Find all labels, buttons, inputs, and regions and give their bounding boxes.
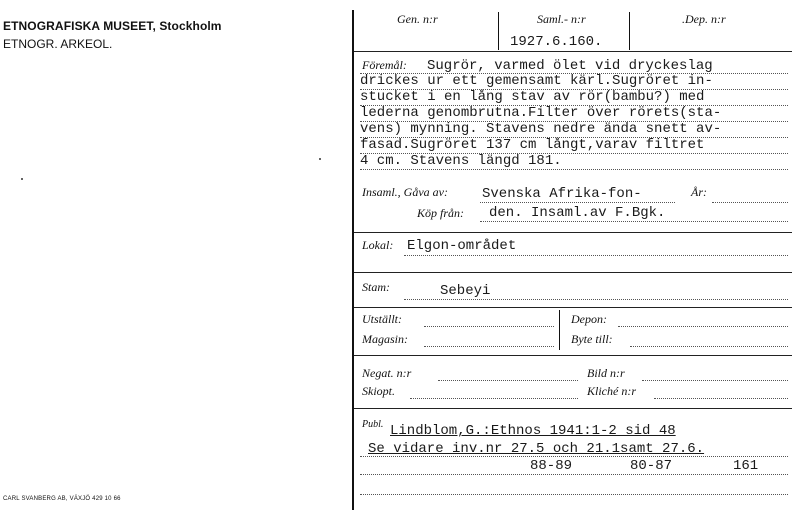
publ-ref: 80-87 bbox=[630, 458, 673, 474]
header-divider bbox=[629, 12, 630, 50]
dotted-line bbox=[618, 326, 788, 327]
skiopt-label: Skiopt. bbox=[362, 384, 395, 398]
insaml-label: Insaml., Gåva av: bbox=[362, 185, 448, 199]
dotted-line bbox=[360, 121, 788, 122]
divider bbox=[354, 232, 792, 233]
dotted-line bbox=[630, 346, 788, 347]
dotted-line bbox=[410, 398, 578, 399]
dep-nr-label: .Dep. n:r bbox=[682, 12, 726, 26]
divider bbox=[354, 272, 792, 273]
magasin-label: Magasin: bbox=[362, 332, 408, 346]
card-left-border bbox=[352, 10, 354, 510]
dotted-line bbox=[404, 255, 788, 256]
foremal-line-2: drickes ur ett gemensamt kärl.Sugröret in- bbox=[360, 73, 713, 89]
department-name: ETNOGR. ARKEOL. bbox=[3, 37, 113, 51]
gava-line-1: Svenska Afrika-fon- bbox=[482, 186, 642, 202]
header-divider bbox=[498, 12, 499, 50]
dotted-line bbox=[712, 202, 788, 203]
publ-line-2: Se vidare inv.nr 27.5 och 21.1samt 27.6. bbox=[368, 441, 705, 457]
publ-label: Publ. bbox=[362, 419, 384, 430]
lokal-label: Lokal: bbox=[362, 238, 394, 252]
byte-till-label: Byte till: bbox=[571, 332, 613, 346]
publ-line-1: Lindblom,G.:Ethnos 1941:1-2 sid 48 bbox=[390, 423, 676, 439]
publ-ref: 161 bbox=[733, 458, 759, 474]
depon-label: Depon: bbox=[571, 312, 607, 326]
speck-mark bbox=[319, 158, 321, 160]
gava-line-2: den. Insaml.av F.Bgk. bbox=[489, 205, 666, 221]
saml-number: 1927.6.160. bbox=[510, 34, 603, 50]
catalog-card bbox=[352, 10, 792, 510]
stam-label: Stam: bbox=[362, 280, 390, 294]
saml-nr-label: Saml.- n:r bbox=[537, 12, 586, 26]
dotted-line bbox=[360, 137, 788, 138]
divider bbox=[354, 408, 792, 409]
dotted-line bbox=[360, 494, 788, 495]
dotted-line bbox=[360, 73, 788, 74]
dotted-line bbox=[424, 346, 554, 347]
museum-name: ETNOGRAFISKA MUSEET, Stockholm bbox=[3, 19, 222, 33]
foremal-line-5: vens) mynning. Stavens nedre ända snett av- bbox=[360, 121, 722, 137]
negat-label: Negat. n:r bbox=[362, 366, 412, 380]
divider bbox=[354, 355, 792, 356]
divider bbox=[354, 51, 792, 52]
publ-ref: 88-89 bbox=[530, 458, 573, 474]
foremal-line-6: fasad.Sugröret 137 cm långt,varav filtret bbox=[360, 137, 705, 153]
kliche-label: Kliché n:r bbox=[587, 384, 636, 398]
foremal-line-7: 4 cm. Stavens längd 181. bbox=[360, 153, 562, 169]
dotted-line bbox=[480, 202, 675, 203]
kop-fran-label: Köp från: bbox=[417, 206, 465, 220]
dotted-line bbox=[642, 380, 788, 381]
foremal-line-3: stucket i en lång stav av rör(bambu?) med bbox=[360, 89, 705, 105]
dotted-line bbox=[360, 105, 788, 106]
foremal-line-4: lederna genombrutna.Filter över rörets(sta- bbox=[360, 105, 722, 121]
dotted-line bbox=[360, 474, 788, 475]
dotted-line bbox=[360, 153, 788, 154]
gen-nr-label: Gen. n:r bbox=[397, 12, 438, 26]
printer-note: CARL SVANBERG AB, VÄXJÖ 429 10 66 bbox=[3, 496, 121, 502]
dotted-line bbox=[404, 299, 788, 300]
dotted-line bbox=[438, 380, 578, 381]
lokal-value: Elgon-området bbox=[407, 238, 517, 254]
divider bbox=[354, 307, 792, 308]
stam-value: Sebeyi bbox=[440, 283, 491, 299]
foremal-line-1: Sugrör, varmed ölet vid dryckeslag bbox=[427, 58, 713, 74]
ar-label: År: bbox=[691, 185, 707, 199]
dotted-line bbox=[360, 169, 788, 170]
dotted-line bbox=[360, 456, 788, 457]
dotted-line bbox=[654, 398, 788, 399]
foremal-label: Föremål: bbox=[362, 58, 407, 72]
dotted-line bbox=[360, 89, 788, 90]
utstallt-label: Utställt: bbox=[362, 312, 403, 326]
dotted-line bbox=[480, 221, 788, 222]
speck-mark bbox=[21, 178, 23, 180]
dotted-line bbox=[424, 326, 554, 327]
bild-label: Bild n:r bbox=[587, 366, 625, 380]
field-divider bbox=[559, 310, 560, 350]
